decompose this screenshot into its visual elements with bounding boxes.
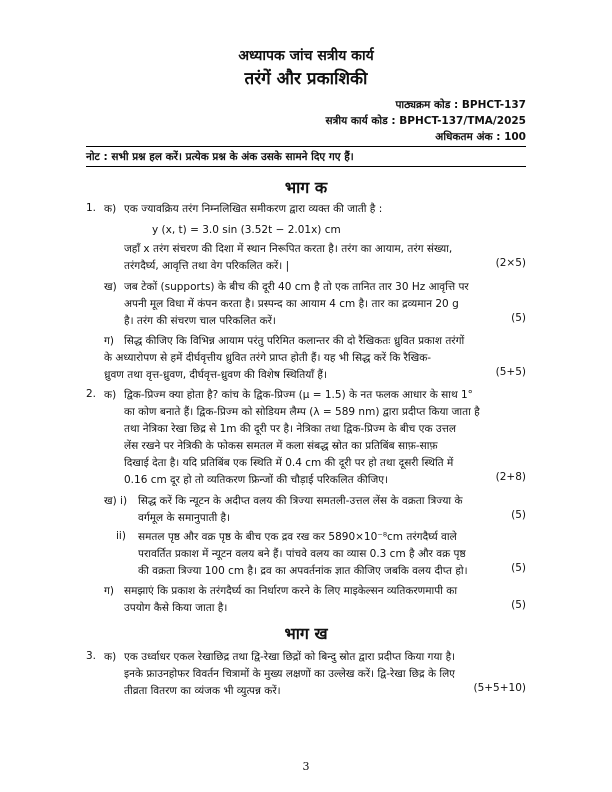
q1a-equation: y (x, t) = 3.0 sin (3.52t − 2.01x) cm (152, 224, 341, 236)
q1c-line2: के अध्यारोपण से हमें दीर्घवृत्तीय ध्रुवित तरंगे प्राप्त होती हैं। यह भी सिद्ध करें कि रैखिक- (104, 352, 432, 364)
q1b-line3: है। तरंग की संचरण चाल परिकलित करें। (124, 315, 276, 327)
course-code: पाठ्यक्रम कोड : BPHCT-137 (395, 99, 526, 111)
note-top-rule (86, 146, 526, 147)
header-title-1: अध्यापक जांच सत्रीय कार्य (238, 48, 374, 64)
q2b-ii-line1: समतल पृष्ठ और वक्र पृष्ठ के बीच एक द्रव रख कर 5890×10⁻⁸cm तरंगदैर्घ्य वाले (138, 531, 457, 543)
max-marks: अधिकतम अंक : 100 (435, 131, 526, 143)
q2a-line2: का कोण बनाते हैं। द्विक-प्रिज्म को सोडियम लैम्प (λ = 589 nm) द्वारा प्रदीप्त किया जाता है (124, 406, 480, 418)
q1b-line1: जब टेकों (supports) के बीच की दूरी 40 cm है तो एक तानित तार 30 Hz आवृत्ति पर (124, 281, 469, 293)
q1a-line2: जहाँ x तरंग संचरण की दिशा में स्थान निरूपित करता है। तरंग का आयाम, तरंग संख्या, (124, 243, 453, 255)
q3a-line1: एक उर्ध्वाधर एकल रेखाछिद्र तथा द्वि-रेखा छिद्रों को बिन्दु स्रोत द्वारा प्रदीप्त किया गया है। (124, 651, 456, 663)
q1a-marks: (2×5) (495, 257, 526, 269)
q1c-marks: (5+5) (495, 366, 526, 378)
q1c-tag: ग) (104, 335, 115, 347)
q2a-line1: द्विक-प्रिज्म क्या होता है? कांच के द्विक-प्रिज्म (μ = 1.5) के नत फलक आधार के साथ 1° (124, 389, 473, 401)
instructions-note: नोट : सभी प्रश्न हल करें। प्रत्येक प्रश्न के अंक उसके सामने दिए गए हैं। (86, 151, 354, 163)
header-title-2: तरंगें और प्रकाशिकी (244, 69, 368, 89)
q1b-line2: अपनी मूल विधा में कंपन करता है। प्रस्पन्द का आयाम 4 cm है। तार का द्रव्यमान 20 g (124, 298, 459, 310)
q1c-line3: ध्रुवण तथा वृत्त-ध्रुवण, दीर्घवृत्त-ध्रुवण की विशेष स्थितियाँ हैं। (104, 369, 327, 381)
q2-number: 2. (86, 388, 97, 400)
q1a-tag: क) (104, 203, 117, 215)
q3a-marks: (5+5+10) (473, 682, 526, 694)
q3a-line2: इनके फ्राउनहोफर विवर्तन चित्रामों के मुख्य लक्षणों का उल्लेख करें। द्वि-रेखा छिद्र के लिए (124, 668, 455, 680)
q1a-line3: तरंगदैर्घ्य, आवृत्ति तथा वेग परिकलित करें। | (124, 260, 290, 272)
q2c-tag: ग) (104, 585, 115, 597)
q2b-i-line2: वर्गमूल के समानुपाती है। (138, 512, 231, 524)
q3a-tag: क) (104, 651, 117, 663)
q1c-line1: सिद्ध कीजिए कि विभिन्न आयाम परंतु परिमित कलान्तर की दो रैखिकतः ध्रुवित प्रकाश तरंगों (124, 335, 465, 347)
q2a-line4: लेंस रखने पर नेत्रिकी के फोकस समतल में कला संबद्ध स्रोत का प्रतिबिंब साफ़-साफ़ (124, 440, 438, 452)
q2b-i-line1: सिद्ध करें कि न्यूटन के अदीप्त वलय की त्रिज्या समतली-उत्तल लेंस के वक्रता त्रिज्या के (138, 495, 463, 507)
q3a-line3: तीव्रता वितरण का व्यंजक भी व्युत्पन्न करें। (124, 685, 281, 697)
note-bottom-rule (86, 166, 526, 167)
q2c-marks: (5) (511, 599, 526, 611)
q2a-line6: 0.16 cm दूर हो तो व्यतिकरण फ्रिन्जों की चौड़ाई परिकलित कीजिए। (124, 474, 389, 486)
q2b-ii-line2: परावर्तित प्रकाश में न्यूटन वलय बने हैं। पांचवे वलय का व्यास 0.3 cm है और वक्र पृष्ठ (138, 548, 466, 560)
q1b-marks: (5) (511, 312, 526, 324)
q2c-line1: समझाएं कि प्रकाश के तरंगदैर्घ्य का निर्धारण करने के लिए माइकेल्सन व्यतिकरणमापी का (124, 585, 458, 597)
q2a-marks: (2+8) (495, 471, 526, 483)
part-b-heading: भाग ख (284, 624, 328, 643)
q2b-ii-tag: ii) (116, 530, 126, 542)
part-a-heading: भाग क (284, 178, 328, 197)
q2a-tag: क) (104, 389, 117, 401)
assignment-code: सत्रीय कार्य कोड : BPHCT-137/TMA/2025 (325, 115, 526, 127)
q2a-line5: दिखाई देता है। यदि प्रतिबिंब एक स्थिति में 0.4 cm की दूरी पर हो तथा दूसरी स्थिति में (124, 457, 454, 469)
q1b-tag: ख) (104, 281, 117, 293)
q2a-line3: तथा नेत्रिका रेखा छिद्र से 1m की दूरी पर है। नेत्रिका तथा द्विक-प्रिज्म के बीच एक उत्तल (124, 423, 456, 435)
q2b-ii-line3: की वक्रता त्रिज्या 100 cm है। द्रव का अपवर्तनांक ज्ञात कीजिए जबकि वलय दीप्त हो। (138, 565, 468, 577)
q1a-line1: एक ज्यावक्रिय तरंग निम्नलिखित समीकरण द्वारा व्यक्त की जाती है : (124, 203, 383, 215)
q3-number: 3. (86, 650, 97, 662)
q2b-tag: ख) i) (104, 495, 128, 507)
q1-number: 1. (86, 202, 97, 214)
page-number: 3 (302, 760, 310, 773)
q2b-i-marks: (5) (511, 509, 526, 521)
q2b-ii-marks: (5) (511, 562, 526, 574)
q2c-line2: उपयोग कैसे किया जाता है। (124, 602, 228, 614)
